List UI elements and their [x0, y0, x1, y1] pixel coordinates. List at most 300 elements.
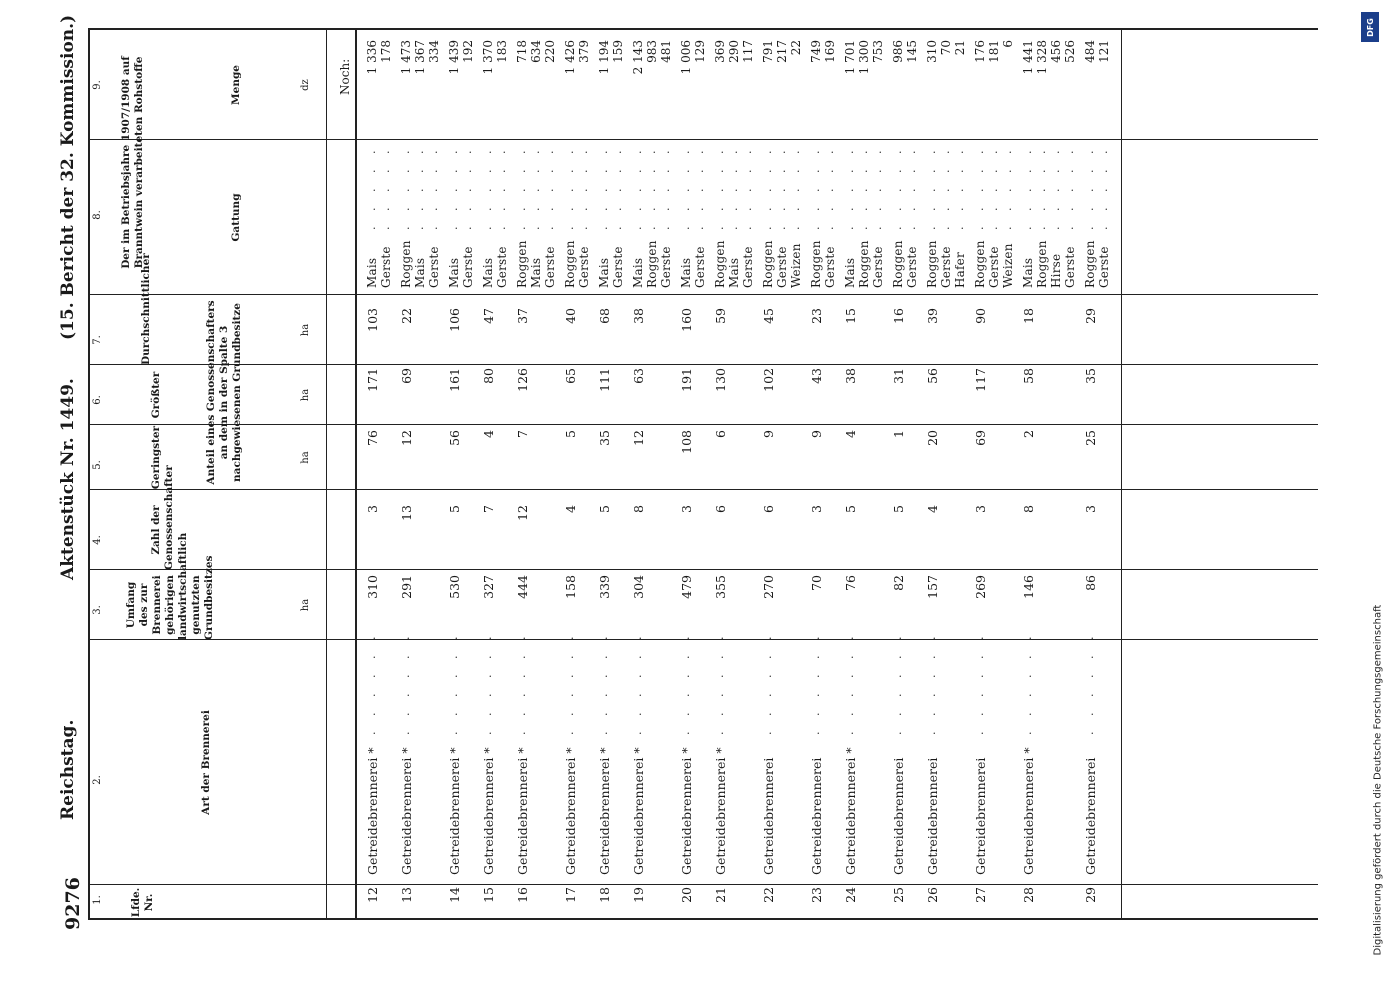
column-rule: [88, 884, 1318, 885]
column-number: 3.: [92, 605, 103, 615]
column-group-anteil: Anteil eines Genossenschafters an dem in der Spalte 3 nachgewiesenen Grundbesitze: [205, 300, 243, 485]
cell-c7: 45: [761, 308, 776, 324]
stoff-gattung: Gerste: [543, 246, 557, 288]
brennerei-art: Getreidebrennerei: [891, 757, 906, 875]
stoff-menge: 484: [1083, 40, 1097, 63]
row-number: 21: [713, 887, 728, 903]
row-number: 13: [399, 887, 414, 903]
stoff-menge: 2 143: [631, 40, 645, 75]
unit-label: ha: [300, 323, 311, 337]
leader-dots: . . . . .: [1001, 144, 1014, 230]
cell-c4: 8: [631, 505, 646, 513]
brennerei-art: Getreidebrennerei: [973, 757, 988, 875]
row-number: 28: [1021, 887, 1036, 903]
stoff-gattung: Gerste: [775, 246, 789, 288]
cell-c6: 56: [925, 368, 940, 384]
stoff-gattung: Roggen: [1035, 240, 1049, 288]
leader-dots: . . . . .: [645, 144, 658, 230]
column-group-rohstoffe: Der im Betriebsjahre 1907/1908 auf Branntwein verarbeiteten Rohstoffe: [120, 56, 145, 269]
stoff-gattung: Mais: [597, 257, 611, 288]
stoff-gattung: Mais: [481, 257, 495, 288]
stoff-gattung: Gerste: [823, 246, 837, 288]
brennerei-art: Getreidebrennerei *: [1021, 747, 1036, 875]
row-number: 26: [925, 887, 940, 903]
leader-dots: . . . . . .: [1083, 630, 1096, 735]
column-rule: [88, 139, 1318, 140]
cell-c4: 3: [1083, 505, 1098, 513]
cell-c7: 38: [631, 308, 646, 324]
stoff-gattung: Roggen: [563, 240, 577, 288]
cell-c5: 25: [1083, 430, 1098, 446]
row-number: 12: [365, 887, 380, 903]
column-rule: [88, 639, 1318, 640]
cell-c5: 4: [481, 430, 496, 438]
cell-c4: 5: [597, 505, 612, 513]
stoff-gattung: Gerste: [741, 246, 755, 288]
leader-dots: . . . . .: [611, 144, 624, 230]
cell-c4: 13: [399, 505, 414, 521]
stoff-gattung: Roggen: [713, 240, 727, 288]
cell-c6: 117: [973, 368, 988, 392]
column-header-nr: Lfde. Nr.: [130, 887, 155, 918]
column-header-grundbesitz: Umfang des zur Brennerei gehörigen landwirtschaftlich genutzten Grundbesitzes: [125, 532, 215, 640]
cell-c5: 12: [631, 430, 646, 446]
cell-c5: 1: [891, 430, 906, 438]
stoff-gattung: Roggen: [809, 240, 823, 288]
cell-c7: 29: [1083, 308, 1098, 324]
leader-dots: . . . . .: [713, 144, 726, 230]
leader-dots: . . . . .: [973, 144, 986, 230]
stoff-gattung: Gerste: [1097, 246, 1111, 288]
leader-dots: . . . . . .: [891, 630, 904, 735]
cell-c6: 43: [809, 368, 824, 384]
cell-c6: 58: [1021, 368, 1036, 384]
leader-dots: . . . . .: [857, 144, 870, 230]
cell-c5: 108: [679, 430, 694, 454]
stoff-menge: 6: [1001, 40, 1015, 48]
leader-dots: . . . . .: [823, 144, 836, 230]
cell-c5: 6: [713, 430, 728, 438]
leader-dots: . . . . .: [891, 144, 904, 230]
stoff-menge: 1 328: [1035, 40, 1049, 75]
stoff-gattung: Mais: [631, 257, 645, 288]
leader-dots: . . . . . .: [597, 630, 610, 735]
stoff-menge: 1 300: [857, 40, 871, 75]
cell-c6: 130: [713, 368, 728, 392]
stoff-gattung: Gerste: [693, 246, 707, 288]
leader-dots: . . . . .: [481, 144, 494, 230]
leader-dots: . . . . . .: [563, 630, 576, 735]
stoff-gattung: Hirse: [1049, 253, 1063, 288]
stoff-gattung: Gerste: [611, 246, 625, 288]
leader-dots: . . . . . .: [631, 630, 644, 735]
cell-c3: 479: [679, 575, 694, 599]
stoff-menge: 159: [611, 40, 625, 63]
continued-note: Noch:: [338, 58, 352, 95]
cell-c3: 327: [481, 575, 496, 599]
leader-dots: . . . . . .: [365, 630, 378, 735]
column-header-art: Art der Brennerei: [200, 710, 212, 815]
cell-c5: 9: [809, 430, 824, 438]
column-rule: [88, 918, 1318, 920]
cell-c6: 191: [679, 368, 694, 392]
leader-dots: . . . . . .: [925, 630, 938, 735]
column-number: 1.: [92, 895, 103, 905]
stoff-menge: 181: [987, 40, 1001, 63]
stoff-menge: 718: [515, 40, 529, 63]
stoff-gattung: Gerste: [577, 246, 591, 288]
stoff-gattung: Hafer: [953, 252, 967, 288]
stoff-menge: 379: [577, 40, 591, 63]
cell-c7: 59: [713, 308, 728, 324]
stoff-menge: 183: [495, 40, 509, 63]
cell-c3: 158: [563, 575, 578, 599]
cell-c7: 18: [1021, 308, 1036, 324]
cell-c7: 103: [365, 308, 380, 332]
cell-c3: 270: [761, 575, 776, 599]
cell-c4: 6: [761, 505, 776, 513]
stoff-menge: 1 441: [1021, 40, 1035, 75]
leader-dots: . . . . .: [1049, 144, 1062, 230]
stoff-menge: 1 473: [399, 40, 413, 75]
leader-dots: . . . . .: [939, 144, 952, 230]
stoff-gattung: Roggen: [973, 240, 987, 288]
stoff-menge: 1 336: [365, 40, 379, 75]
stoff-gattung: Roggen: [1083, 240, 1097, 288]
brennerei-art: Getreidebrennerei *: [563, 747, 578, 875]
stoff-gattung: Gerste: [987, 246, 1001, 288]
leader-dots: . . . . . .: [761, 630, 774, 735]
leader-dots: . . . . .: [871, 144, 884, 230]
cell-c3: 157: [925, 575, 940, 599]
leader-dots: . . . . .: [925, 144, 938, 230]
stoff-menge: 1 194: [597, 40, 611, 75]
cell-c3: 76: [843, 575, 858, 591]
brennerei-art: Getreidebrennerei *: [365, 747, 380, 875]
stoff-menge: 334: [427, 40, 441, 63]
stoff-menge: 21: [953, 40, 967, 56]
column-number: 6.: [92, 395, 103, 405]
row-number: 25: [891, 887, 906, 903]
row-number: 24: [843, 887, 858, 903]
column-rule: [88, 489, 1318, 490]
cell-c4: 8: [1021, 505, 1036, 513]
cell-c3: 355: [713, 575, 728, 599]
leader-dots: . . . . .: [529, 144, 542, 230]
row-number: 14: [447, 887, 462, 903]
stoff-gattung: Roggen: [857, 240, 871, 288]
cell-c4: 4: [925, 505, 940, 513]
column-header-genossen: Zahl der Genossenschafter: [150, 465, 175, 570]
cell-c3: 339: [597, 575, 612, 599]
cell-c7: 23: [809, 308, 824, 324]
leader-dots: . . . . .: [659, 144, 672, 230]
leader-dots: . . . . .: [427, 144, 440, 230]
leader-dots: . . . . .: [843, 144, 856, 230]
cell-c5: 76: [365, 430, 380, 446]
leader-dots: . . . . .: [693, 144, 706, 230]
brennerei-art: Getreidebrennerei: [1083, 757, 1098, 875]
leader-dots: . . . . .: [809, 144, 822, 230]
stoff-gattung: Gerste: [871, 246, 885, 288]
stoff-gattung: Mais: [529, 257, 543, 288]
cell-c6: 111: [597, 368, 612, 392]
leader-dots: . . . . .: [761, 144, 774, 230]
stoff-gattung: Gerste: [659, 246, 673, 288]
stoff-menge: 117: [741, 40, 755, 63]
header-center: Aktenstück Nr. 1449.: [58, 378, 78, 580]
cell-c6: 171: [365, 368, 380, 392]
cell-c7: 22: [399, 308, 414, 324]
cell-c4: 4: [563, 505, 578, 513]
stoff-gattung: Mais: [1021, 257, 1035, 288]
stoff-menge: 22: [789, 40, 803, 56]
stoff-menge: 178: [379, 40, 393, 63]
leader-dots: . . . . .: [461, 144, 474, 230]
cell-c4: 5: [447, 505, 462, 513]
row-number: 15: [481, 887, 496, 903]
column-rule: [88, 424, 1318, 425]
cell-c4: 3: [679, 505, 694, 513]
stoff-gattung: Gerste: [379, 246, 393, 288]
column-number: 4.: [92, 535, 103, 545]
stoff-menge: 70: [939, 40, 953, 56]
stoff-gattung: Mais: [679, 257, 693, 288]
stoff-gattung: Mais: [447, 257, 461, 288]
leader-dots: . . . . . .: [713, 630, 726, 735]
stoff-menge: 526: [1063, 40, 1077, 63]
cell-c5: 56: [447, 430, 462, 446]
brennerei-art: Getreidebrennerei *: [481, 747, 496, 875]
cell-c6: 35: [1083, 368, 1098, 384]
leader-dots: . . . . .: [365, 144, 378, 230]
leader-dots: . . . . .: [775, 144, 788, 230]
row-number: 23: [809, 887, 824, 903]
leader-dots: . . . . . .: [399, 630, 412, 735]
column-header-groesster: Größter: [150, 371, 162, 419]
row-number: 18: [597, 887, 612, 903]
leader-dots: . . . . . .: [809, 630, 822, 735]
row-number: 20: [679, 887, 694, 903]
leader-dots: . . . . .: [577, 144, 590, 230]
cell-c7: 16: [891, 308, 906, 324]
stoff-menge: 1 426: [563, 40, 577, 75]
stoff-menge: 634: [529, 40, 543, 63]
leader-dots: . . . . . .: [481, 630, 494, 735]
unit-label: dz: [300, 79, 311, 91]
cell-c7: 160: [679, 308, 694, 332]
leader-dots: . . . . .: [1097, 144, 1110, 230]
leader-dots: . . . . .: [543, 144, 556, 230]
brennerei-art: Getreidebrennerei: [925, 757, 940, 875]
leader-dots: . . . . .: [1035, 144, 1048, 230]
leader-dots: . . . . .: [563, 144, 576, 230]
table-bottom-rule: [1121, 30, 1122, 920]
column-header-menge: Menge: [230, 65, 242, 105]
leader-dots: . . . . .: [727, 144, 740, 230]
column-number: 9.: [92, 80, 103, 90]
cell-c5: 20: [925, 430, 940, 446]
brennerei-art: Getreidebrennerei *: [597, 747, 612, 875]
cell-c7: 90: [973, 308, 988, 324]
unit-label: ha: [300, 451, 311, 464]
stoff-menge: 456: [1049, 40, 1063, 63]
leader-dots: . . . . .: [413, 144, 426, 230]
column-rule: [88, 364, 1318, 365]
column-number: 5.: [92, 460, 103, 470]
row-number: 19: [631, 887, 646, 903]
cell-c7: 47: [481, 308, 496, 324]
cell-c3: 310: [365, 575, 380, 599]
stoff-gattung: Roggen: [645, 240, 659, 288]
leader-dots: . . . . .: [515, 144, 528, 230]
cell-c5: 9: [761, 430, 776, 438]
stoff-menge: 310: [925, 40, 939, 63]
dfg-logo: DFG: [1361, 12, 1379, 42]
cell-c5: 12: [399, 430, 414, 446]
cell-c7: 39: [925, 308, 940, 324]
leader-dots: . . . . .: [447, 144, 460, 230]
stoff-gattung: Mais: [365, 257, 379, 288]
cell-c5: 69: [973, 430, 988, 446]
stoff-menge: 983: [645, 40, 659, 63]
row-number: 29: [1083, 887, 1098, 903]
leader-dots: . . . . . .: [447, 630, 460, 735]
leader-dots: . . . . . .: [843, 630, 856, 735]
cell-c6: 126: [515, 368, 530, 392]
cell-c6: 31: [891, 368, 906, 384]
row-number: 22: [761, 887, 776, 903]
leader-dots: . . . . .: [1021, 144, 1034, 230]
brennerei-art: Getreidebrennerei *: [631, 747, 646, 875]
leader-dots: . . . . .: [379, 144, 392, 230]
cell-c5: 35: [597, 430, 612, 446]
brennerei-art: Getreidebrennerei *: [447, 747, 462, 875]
stoff-menge: 753: [871, 40, 885, 63]
stoff-menge: 217: [775, 40, 789, 63]
brennerei-art: Getreidebrennerei: [809, 757, 824, 875]
leader-dots: . . . . .: [399, 144, 412, 230]
stoff-menge: 1 006: [679, 40, 693, 75]
leader-dots: . . . . .: [905, 144, 918, 230]
stoff-menge: 1 439: [447, 40, 461, 75]
stoff-gattung: Gerste: [905, 246, 919, 288]
stoff-gattung: Gerste: [939, 246, 953, 288]
row-number: 16: [515, 887, 530, 903]
column-rule: [88, 28, 1318, 30]
stoff-menge: 369: [713, 40, 727, 63]
brennerei-art: Getreidebrennerei *: [843, 747, 858, 875]
cell-c6: 69: [399, 368, 414, 384]
stoff-menge: 1 370: [481, 40, 495, 75]
row-number: 17: [563, 887, 578, 903]
stoff-menge: 1 367: [413, 40, 427, 75]
column-header-geringster: Geringster: [150, 425, 162, 490]
stoff-menge: 986: [891, 40, 905, 63]
stoff-menge: 121: [1097, 40, 1111, 63]
cell-c5: 4: [843, 430, 858, 438]
stoff-menge: 1 701: [843, 40, 857, 75]
brennerei-art: Getreidebrennerei: [761, 757, 776, 875]
cell-c3: 291: [399, 575, 414, 599]
stoff-menge: 176: [973, 40, 987, 63]
cell-c7: 40: [563, 308, 578, 324]
stoff-gattung: Roggen: [761, 240, 775, 288]
stoff-menge: 169: [823, 40, 837, 63]
cell-c6: 161: [447, 368, 462, 392]
stoff-menge: 481: [659, 40, 673, 63]
leader-dots: . . . . .: [679, 144, 692, 230]
stoff-gattung: Gerste: [1063, 246, 1077, 288]
cell-c5: 7: [515, 430, 530, 438]
cell-c4: 3: [365, 505, 380, 513]
cell-c3: 70: [809, 575, 824, 591]
stoff-menge: 791: [761, 40, 775, 63]
leader-dots: . . . . .: [953, 144, 966, 230]
stoff-gattung: Roggen: [399, 240, 413, 288]
leader-dots: . . . . .: [741, 144, 754, 230]
stoff-gattung: Mais: [727, 257, 741, 288]
row-number: 27: [973, 887, 988, 903]
header-thick-rule: [355, 30, 357, 920]
stoff-gattung: Mais: [413, 257, 427, 288]
header-left: Reichstag.: [58, 719, 78, 820]
brennerei-art: Getreidebrennerei *: [399, 747, 414, 875]
leader-dots: . . . . .: [1063, 144, 1076, 230]
stoff-gattung: Weizen: [1001, 243, 1015, 288]
leader-dots: . . . . .: [1083, 144, 1096, 230]
stoff-menge: 129: [693, 40, 707, 63]
cell-c7: 37: [515, 308, 530, 324]
cell-c3: 304: [631, 575, 646, 599]
stoff-gattung: Gerste: [495, 246, 509, 288]
cell-c6: 65: [563, 368, 578, 384]
cell-c4: 3: [973, 505, 988, 513]
digitization-stamp: [1358, 10, 1383, 990]
cell-c3: 444: [515, 575, 530, 599]
table-top-rule: [88, 30, 90, 920]
leader-dots: . . . . .: [987, 144, 1000, 230]
cell-c7: 106: [447, 308, 462, 332]
brennerei-art: Getreidebrennerei *: [679, 747, 694, 875]
stoff-gattung: Gerste: [427, 246, 441, 288]
cell-c7: 15: [843, 308, 858, 324]
stoff-gattung: Weizen: [789, 243, 803, 288]
stoff-gattung: Roggen: [925, 240, 939, 288]
leader-dots: . . . . . .: [515, 630, 528, 735]
cell-c7: 68: [597, 308, 612, 324]
cell-c6: 38: [843, 368, 858, 384]
column-rule: [88, 569, 1318, 570]
unit-label: ha: [300, 388, 311, 402]
column-rule: [88, 294, 1318, 295]
cell-c3: 530: [447, 575, 462, 599]
cell-c4: 12: [515, 505, 530, 521]
leader-dots: . . . . . .: [973, 630, 986, 735]
cell-c4: 6: [713, 505, 728, 513]
brennerei-art: Getreidebrennerei *: [515, 747, 530, 875]
cell-c4: 3: [809, 505, 824, 513]
stoff-menge: 192: [461, 40, 475, 63]
stoff-menge: 220: [543, 40, 557, 63]
stamp-text: Digitalisierung gefördert durch die Deutsche Forschungsgemeinschaft: [1372, 604, 1383, 956]
cell-c3: 82: [891, 575, 906, 591]
cell-c6: 80: [481, 368, 496, 384]
cell-c3: 146: [1021, 575, 1036, 599]
leader-dots: . . . . .: [631, 144, 644, 230]
column-header-gattung: Gattung: [230, 193, 242, 242]
stoff-gattung: Gerste: [461, 246, 475, 288]
